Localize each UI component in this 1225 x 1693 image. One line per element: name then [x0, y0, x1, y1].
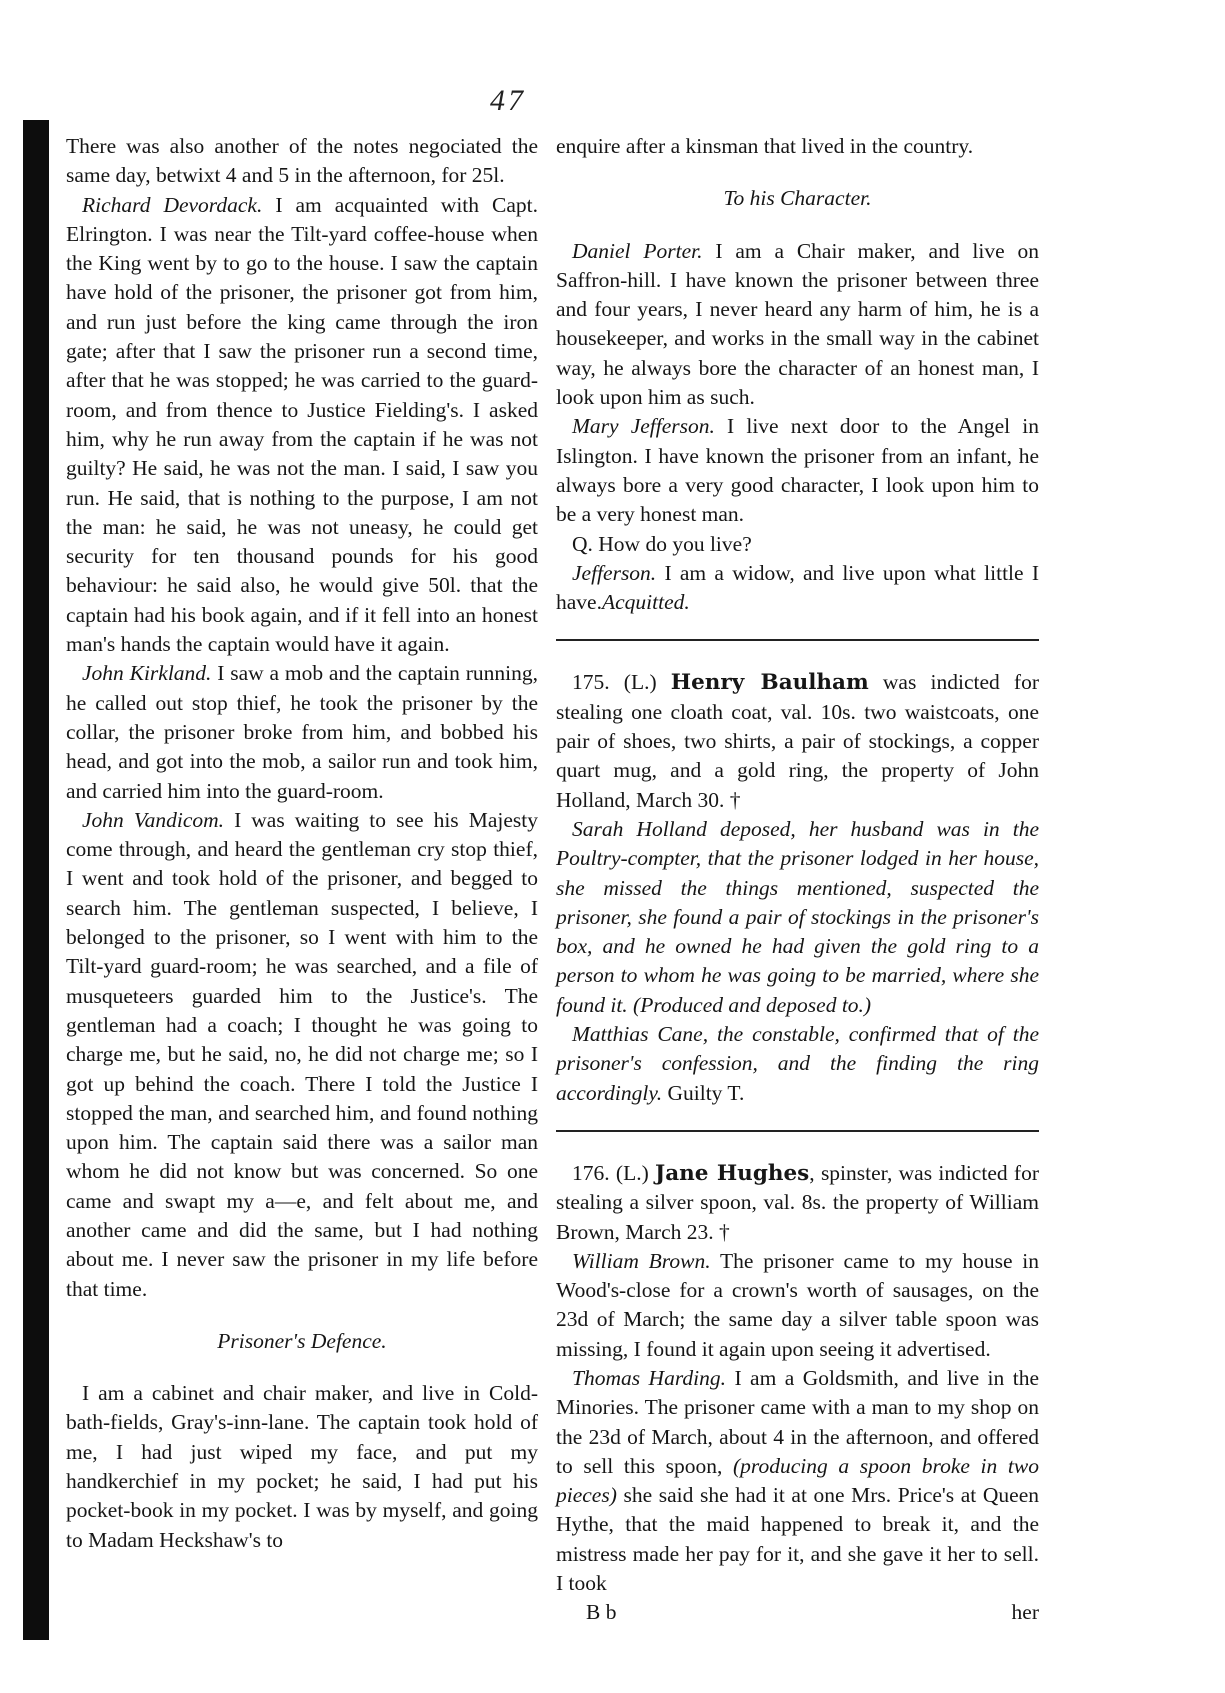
witness-name: Jefferson.: [572, 560, 657, 585]
testimony-text: I live next door to the Angel in Islington. I have known the prisoner from an infant, he always bore a very good character, I look upon him to be a very honest man.: [556, 414, 1039, 527]
testimony-text: The prisoner came to my house in Wood's-close for a crown's worth of sausages, on the 23d of March; the same day a silver table spoon was missing, I found it again upon seeing it advertised.: [556, 1248, 1040, 1361]
testimony-text: she said she had it at one Mrs. Price's at Queen Hythe, that the maid happened to break it, and the mistress made her pay for it, and she gave it her to sell. I took: [556, 1483, 1039, 1596]
deposition: Sarah Holland deposed, her husband was in the Poultry-compter, that the prisoner lodged in her house, she missed the things mentioned, suspected the prisoner, she found a pair of stockings in the prisoner's box, and he owned he had given the gold ring to a person to whom he was going to be married, where she found it. (Produced and deposed to.): [556, 816, 1039, 1017]
witness-name: Thomas Harding.: [572, 1365, 726, 1390]
paragraph: There was also another of the notes negociated the same day, betwixt 4 and 5 in the afternoon, for 25l.: [66, 134, 538, 188]
paragraph: [66, 191, 538, 660]
paragraph: [556, 412, 1039, 529]
case-entry: [556, 1159, 1039, 1247]
paragraph: enquire after a kinsman that lived in the country.: [556, 134, 974, 158]
verdict: Acquitted.: [601, 590, 690, 615]
witness-name: Richard Devordack.: [82, 192, 263, 217]
witness-name: Daniel Porter.: [572, 238, 703, 263]
catchword: her: [1011, 1600, 1039, 1625]
section-divider: [556, 1130, 1039, 1132]
case-entry: [556, 668, 1039, 814]
paragraph: [556, 1020, 1039, 1108]
paragraph: [66, 806, 538, 1304]
testimony-text: I was waiting to see his Majesty come through, and heard the gentleman cry stop thief, I went and took hold of the prisoner, and begged to search him. The gentleman suspected, I believe, I belonged to the prisoner, so I went with him to the Tilt-yard guard-room; he was searched, and a file of musqueteers guarded him to the Justice's. The gentleman had a coach; I thought he was going to charge me, but he said, no, he did not charge me; so I got up behind the coach. There I told the Justice I stopped the man, and searched him, and found nothing upon him. The captain said there was a sailor man whom he did not know but was concerned. So one came and swapt my a—e, and felt about me, and another came and did the same, but I had nothing about me. I never saw the prisoner in my life before that time.: [66, 807, 538, 1301]
section-divider: [556, 639, 1039, 641]
defendant-name: Jane Hughes: [655, 1160, 810, 1186]
paragraph: [556, 1247, 1039, 1364]
testimony-text: I saw a mob and the captain running, he called out stop thief, he took the prisoner by the collar, the prisoner broke from him, and bobbed his head, and got into the mob, a sailor run and took him, and carried him into the guard-room.: [66, 661, 538, 803]
paragraph: Q. How do you live?: [572, 531, 752, 556]
case-number: 175. (L.): [572, 670, 671, 695]
witness-name: John Kirkland.: [82, 661, 212, 686]
signature-mark: B b: [586, 1600, 617, 1625]
paragraph: [66, 659, 538, 805]
binding-shadow: [23, 120, 49, 1640]
testimony-text: I am a Chair maker, and live on Saffron-hill. I have known the prisoner between three and four years, I never heard any harm of him, he is a housekeeper, and works in the small way in the cabinet way, he always bore the character of an honest man, I look upon him as such.: [556, 238, 1039, 410]
verdict: Guilty T.: [662, 1080, 745, 1105]
witness-name: William Brown.: [572, 1248, 711, 1273]
indictment-text: , spinster, was indicted for stealing a silver spoon, val. 8s. the property of William Brown, March 23. †: [556, 1160, 1039, 1244]
witness-name: John Vandicom.: [82, 807, 225, 832]
right-column: [556, 132, 1039, 1628]
paragraph: [556, 1364, 1039, 1598]
paragraph: [556, 237, 1039, 413]
witness-name: Mary Jefferson.: [572, 414, 715, 439]
section-heading: To his Character.: [723, 186, 872, 211]
deposition: Matthias Cane, the constable, confirmed that of the prisoner's confession, and the finding the ring accordingly.: [556, 1022, 1039, 1105]
testimony-text: I am a widow, and live upon what little I have.: [556, 560, 1039, 615]
page-footer: [556, 1598, 1039, 1627]
page-number: 47: [490, 84, 526, 117]
paragraph: [556, 559, 1039, 618]
case-number: 176. (L.): [572, 1160, 656, 1185]
indictment-text: was indicted for stealing one cloath coat, val. 10s. two waistcoats, one pair of shoes, two shirts, a pair of stockings, a copper quart mug, and a gold ring, the property of John Holland, March 30. †: [556, 670, 1039, 812]
stage-direction: (producing a spoon broke in two pieces): [556, 1453, 1039, 1508]
section-heading: Prisoner's Defence.: [217, 1328, 387, 1353]
left-column: [66, 132, 538, 1555]
testimony-text: I am a Goldsmith, and live in the Minories. The prisoner came with a man to my shop on the 23d of March, about 4 in the afternoon, and offered to sell this spoon,: [556, 1365, 1039, 1478]
testimony-text: I am acquainted with Capt. Elrington. I was near the Tilt-yard coffee-house when the King went by to go to the house. I saw the captain have hold of the prisoner, the prisoner got from him, and run just before the king came through the iron gate; after that I saw the prisoner run a second time, after that he was stopped; he was carried to the guard-room, and from thence to Justice Fielding's. I asked him, why he run away from the captain if he was not guilty? He said, he was not the man. I said, I saw you run. He said, that is nothing to the purpose, I am not the man: he said, he was not uneasy, he could get security for ten thousand pounds for his good behaviour: he said also, he would give 50l. that the captain had his book again, and if it fell into an honest man's hands the captain would have it again.: [66, 192, 538, 657]
defendant-name: Henry Baulham: [670, 670, 869, 696]
paragraph: I am a cabinet and chair maker, and live in Cold-bath-fields, Gray's-inn-lane. The captain took hold of me, I had just wiped my face, and put my handkerchief in my pocket; he said, I had put his pocket-book in my pocket. I was by myself, and going to Madam Heckshaw's to: [66, 1381, 538, 1552]
